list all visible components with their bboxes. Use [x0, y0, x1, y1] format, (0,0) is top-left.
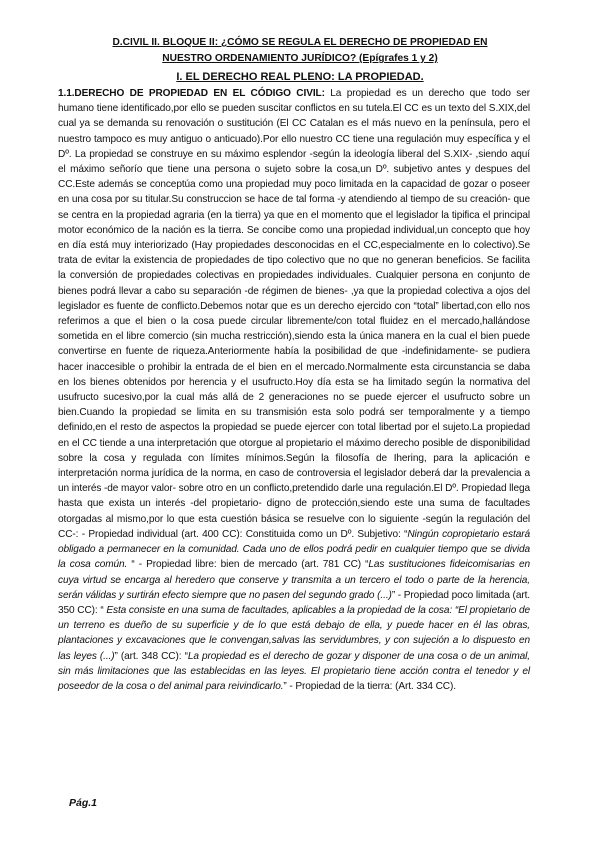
body-text [58, 86, 530, 694]
quote-art-348: La propiedad es el derecho de gozar y disponer de una cosa o de un animal, sin más limitaciones que las establecidas en las leyes. El propietario tiene acción contra el tenedor y el poseedor de la cosa o del animal para reivindicarlo. [58, 650, 530, 692]
document-title-line-2: NUESTRO ORDENAMIENTO JURÍDICO? (Epígrafes 1 y 2) [162, 53, 438, 64]
document-title-line-1: D.CIVIL II. BLOQUE II: ¿CÓMO SE REGULA EL DERECHO DE PROPIEDAD EN [112, 37, 488, 48]
quote-art-400: Ningún copropietario estará obligado a permanecer en la comunidad. Cada uno de ellos podrá pedir en cualquier tiempo que se divida la cosa común. [58, 528, 530, 571]
subheading: 1.1.DERECHO DE PROPIEDAD EN EL CÓDIGO CIVIL: [58, 88, 325, 99]
page-number: Pág.1 [69, 797, 98, 809]
paragraph-2: “ - Propiedad libre: bien de mercado (art. 781 CC) “ [127, 559, 369, 571]
paragraph-3: ” - Propiedad poco limitada (art. 350 CC): “ [58, 589, 530, 616]
paragraph-5: ” - Propiedad de la tierra: (Art. 334 CC). [283, 680, 456, 692]
section-title: I. EL DERECHO REAL PLENO: LA PROPIEDAD. [176, 71, 424, 83]
quote-art-350: Esta consiste en una suma de facultades, aplicables a la propiedad de la cosa: “El propietario de un terreno es dueño de su superficie y de lo que está debajo de ella, y puede hacer en él las obras, plantaciones y excavaciones que le convengan,salvas las servidumbres, y con sujeción a lo dispuesto en las leyes (...) [58, 604, 530, 662]
paragraph-4: ” (art. 348 CC): “ [114, 650, 188, 662]
quote-art-781: Las sustituciones fideicomisarias en cuya virtud se encarga al heredero que conserve y transmita a un tercero el todo o parte de la herencia, serán válidas y surtirán efecto siempre que no pasen del segundo grado (...) [58, 559, 530, 601]
paragraph-1: La propiedad es un derecho que todo ser humano tiene identificado,por ello se pueden suscitar conflictos en su tutela.El CC es un texto del S.XIX,del cual ya se demanda su renovación o sustitución (El CC Catalan es el más nuevo en la península, pero el nuestro tampoco es muy antiguo o anticuado).Por ello nuestro CC tiene una regulación muy específica y el Dº. La propiedad se construye en su máximo esplendor -según la ideología liberal del S.XIX- ,siendo aquí el máximo señorío que tiene una persona o sujeto sobre la cosa,un Dº. subjetivo antes y despues del CC.Este además se conceptúa como una propiedad muy poco limitada en la capacidad de gozar o poseer en una cosa por su titular.Su construccion se hace de tal forma -y atendiendo al tiempo de su creación- que se centra en la propiedad agraria (en la tierra) ya que en el momento que el legislador la tipifica el principal motor económico de la nación es la tierra. Se concibe como una propiedad individual,un concepto que hoy en día está muy interiorizado (Hay propiedades desconocidas en el CC,especialmente en lo colectivo).Se trata de evitar la existencia de propiedades de tipo colectivo que no que no generan beneficios. Se facilita la conversión de propiedades colectivas en propiedades individuales. Cualquier persona en conjunto de bienes podrá llevar a cabo su separación -de régimen de bienes- ,ya que la propiedad colectiva a ojos del legislador es fuente de conflicto.Debemos notar que es un derecho ejercido con “total” libertad,con ello nos referimos a que el bien o la cosa puede circular libremente/con total fluidez en el mercado,hallándose sometida en el libre comercio (sin mucha restricción),siendo esta la única manera en la cual el bien puede convertirse en fuente de riqueza.Anteriormente había la posibilidad de que -indefinidamente- se pudiera hacer inaccesible o prohibir la entrada de el bien en el mercado.Normalmente esta circunstancia se daba en los bienes obtenidos por herencia y el usufructo.Hoy día esta se ha limitado según la normativa del usufructo sucesivo,por la cual más allá de 2 generaciones no se puede ejercer el usufructo sobre un bien.Cuando la propiedad se limita en su transmisión esta solo podrá ser temporalmente y a tiempo definido,en el resto de aspectos la propiedad se puede ejercer con total libertad por el sujeto.La propiedad en el CC tiende a una interpretación que otorgue al propietario el máximo derecho posible de disponibilidad sobre la cosa y regulada con límites mínimos.Según la filosofía de Ihering, para la aplicación e interpretación norma jurídica de la norma, en caso de controversia el legislador deberá dar la prevalencia a un interés -de mayor valor- sobre otro en un conflicto,pretendido darle una regulación.El Dº. Propiedad llega hasta que exista un interés -del propietario- digno de protección,siendo este una suma de facultades otorgadas al mismo,por lo que esta cuestión básica se resuelve con lo siguiente -según la regulación del CC-: - Propiedad individual (art. 400 CC): Constituida como un Dº. Subjetivo: “ [58, 88, 530, 540]
